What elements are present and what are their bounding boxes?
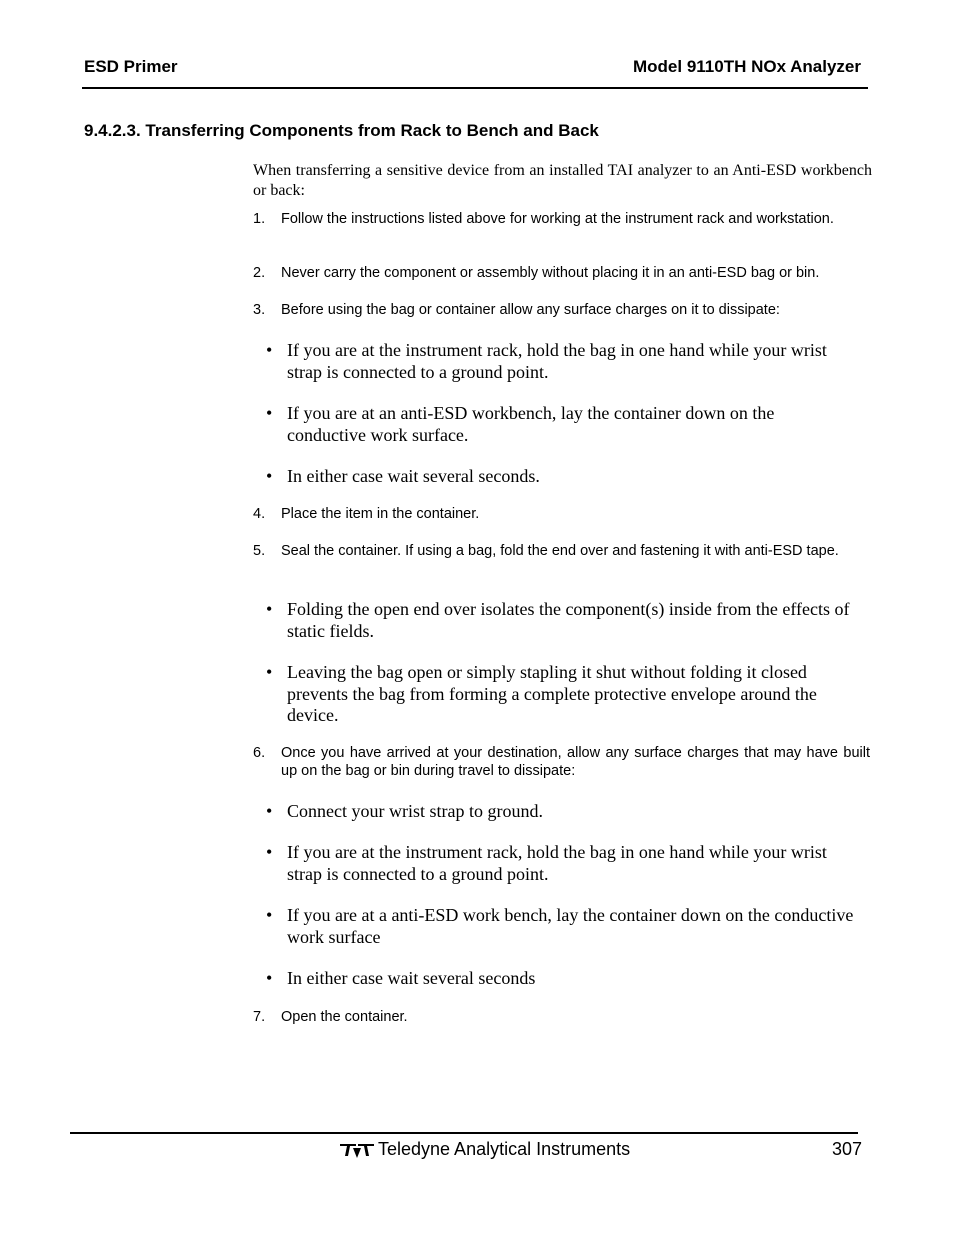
step-number: 5. [253,543,266,559]
bullet-icon: • [266,905,273,925]
bullet-text: If you are at the instrument rack, hold the bag in one hand while your wrist strap is connected to a ground point. [287,842,827,884]
bullet-item [266,842,856,885]
bullet-icon: • [266,968,273,988]
bullet-item [266,599,856,642]
list-item [253,542,870,560]
list-item [253,1008,870,1026]
step-text: Before using the bag or container allow any surface charges on it to dissipate: [281,302,780,318]
step-number: 7. [253,1009,266,1025]
bullet-text: In either case wait several seconds. [287,466,540,486]
bullet-text: If you are at an anti-ESD workbench, lay the container down on the conductive work surface. [287,403,775,445]
step-text: Open the container. [281,1009,408,1025]
bullet-item [266,905,856,948]
teledyne-logo-icon [339,1140,375,1160]
list-item [253,264,870,282]
page-number: 307 [831,1139,862,1159]
bullet-icon: • [266,662,273,682]
bullet-item [266,403,856,446]
footer-divider [70,1132,858,1134]
bullet-text: Leaving the bag open or simply stapling it shut without folding it closed prevents the bag from forming a complete protective envelope around the device. [287,662,817,725]
bullet-icon: • [266,599,273,619]
step-text: Once you have arrived at your destination, allow any surface charges that may have built up on the bag or bin during travel to dissipate: [281,745,870,779]
step-text: Never carry the component or assembly without placing it in an anti-ESD bag or bin. [281,265,820,281]
list-item [253,210,870,228]
section-title: 9.4.2.3. Transferring Components from Rack to Bench and Back [84,121,599,140]
header-left-title: ESD Primer [84,57,178,76]
header-right-title: Model 9110TH NOx Analyzer [632,57,861,76]
bullet-item [266,968,856,990]
footer-company: Teledyne Analytical Instruments [378,1139,631,1159]
step-number: 1. [253,211,266,227]
bullet-icon: • [266,403,273,423]
list-item [253,744,870,780]
bullet-text: If you are at a anti-ESD work bench, lay the container down on the conductive work surface [287,905,854,947]
step-number: 6. [253,745,266,761]
bullet-icon: • [266,801,273,821]
bullet-item [266,466,856,488]
bullet-icon: • [266,340,273,360]
bullet-item [266,662,856,727]
list-item [253,301,870,319]
step-text: Seal the container. If using a bag, fold the end over and fastening it with anti-ESD tape. [281,543,839,559]
list-item [253,505,870,523]
bullet-icon: • [266,842,273,862]
bullet-text: Connect your wrist strap to ground. [287,801,543,821]
intro-paragraph: When transferring a sensitive device from an installed TAI analyzer to an Anti-ESD workbench or back: [253,162,872,199]
step-number: 4. [253,506,266,522]
bullet-text: Folding the open end over isolates the component(s) inside from the effects of static fields. [287,599,850,641]
bullet-text: In either case wait several seconds [287,968,536,988]
step-text: Follow the instructions listed above for working at the instrument rack and workstation. [281,211,834,227]
bullet-item [266,801,856,823]
bullet-item [266,340,856,383]
bullet-text: If you are at the instrument rack, hold the bag in one hand while your wrist strap is connected to a ground point. [287,340,827,382]
step-number: 2. [253,265,266,281]
bullet-icon: • [266,466,273,486]
step-number: 3. [253,302,266,318]
header-divider [82,87,868,89]
step-text: Place the item in the container. [281,506,480,522]
